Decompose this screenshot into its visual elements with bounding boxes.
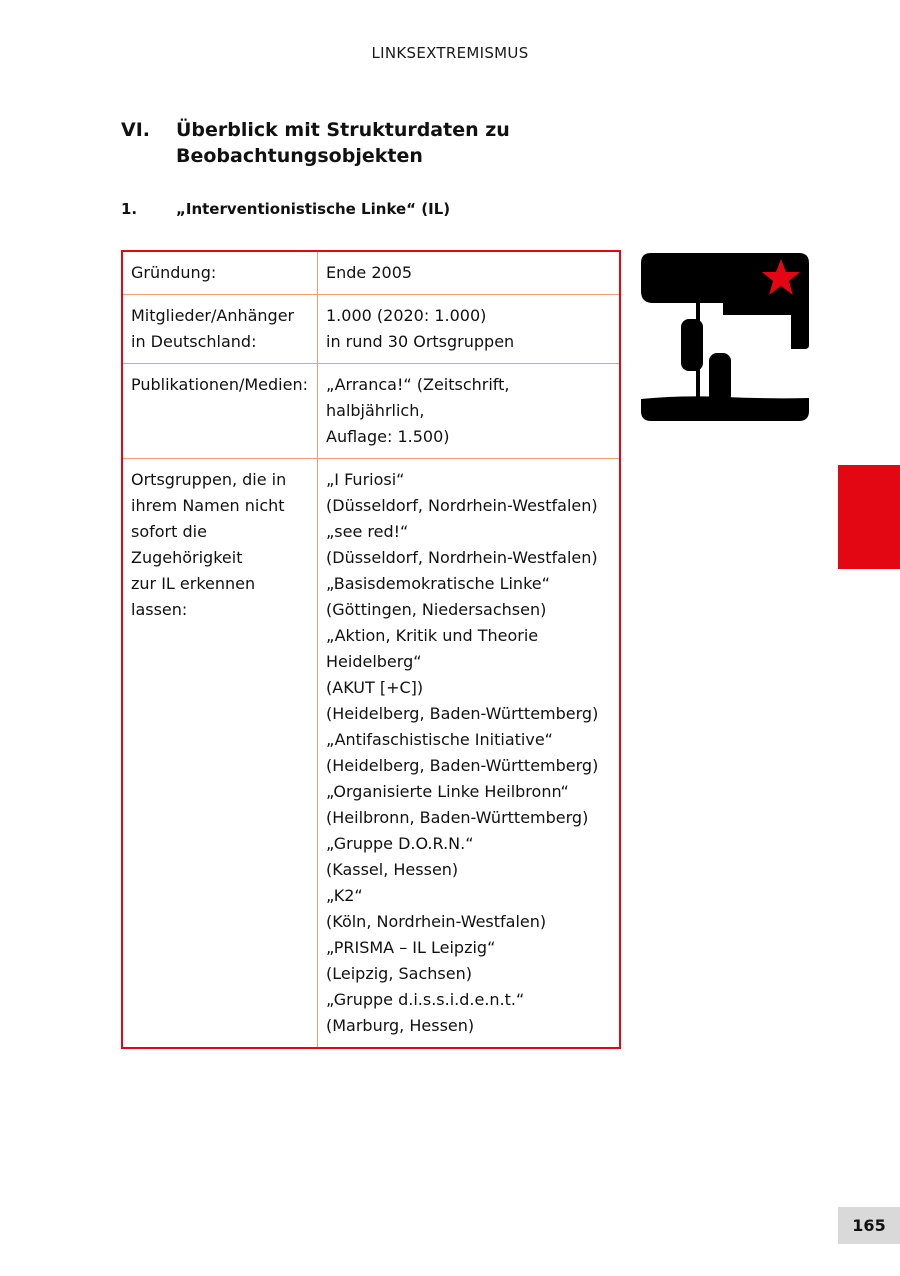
cell-text-line: (AKUT [+C]) [326, 678, 424, 697]
table-row [123, 364, 619, 459]
cell-text-line: Publikationen/Medien: [131, 375, 308, 394]
cell-text-line: „I Furiosi“ [326, 470, 405, 489]
cell-text-line: ihrem Namen nicht [131, 496, 285, 515]
chapter-number: VI. [121, 119, 150, 141]
cell-text-line: Gründung: [131, 263, 217, 282]
cell-text-line: zur IL erkennen lassen: [131, 574, 256, 619]
cell-text-line: „Gruppe d.i.s.s.i.d.e.n.t.“ [326, 990, 525, 1009]
cell-text-line: „Organisierte Linke Heilbronn“ [326, 782, 569, 801]
table-cell-value [318, 459, 620, 1048]
cell-text-line: (Heilbronn, Baden-Württemberg) [326, 808, 589, 827]
table-cell-label [123, 364, 318, 459]
table-cell-value [318, 295, 620, 364]
cell-text-line: Auflage: 1.500) [326, 427, 450, 446]
structure-data-table [121, 250, 621, 1049]
cell-text-line: „Gruppe D.O.R.N.“ [326, 834, 474, 853]
cell-text-line: „see red!“ [326, 522, 409, 541]
chapter-heading [121, 117, 641, 169]
cell-text-line: (Heidelberg, Baden-Württemberg) [326, 704, 599, 723]
cell-text-line: 1.000 (2020: 1.000) [326, 306, 487, 325]
cell-text-line: in Deutschland: [131, 332, 257, 351]
cell-text-line: (Köln, Nordrhein-Westfalen) [326, 912, 547, 931]
cell-text-line: „K2“ [326, 886, 363, 905]
chapter-title-line-1: Überblick mit Strukturdaten zu [176, 119, 510, 141]
table-cell-value [318, 252, 620, 295]
cell-text-line: sofort die Zugehörigkeit [131, 522, 243, 567]
table-body [123, 252, 619, 1047]
table-cell-label [123, 252, 318, 295]
table-cell-value [318, 364, 620, 459]
cell-text-line: Mitglieder/Anhänger [131, 306, 295, 325]
cell-text-line: (Leipzig, Sachsen) [326, 964, 472, 983]
cell-text-line: (Heidelberg, Baden-Württemberg) [326, 756, 599, 775]
running-head: LINKSEXTREMISMUS [371, 44, 529, 62]
chapter-title-line-2: Beobachtungsobjekten [176, 145, 423, 167]
table-cell-label [123, 295, 318, 364]
cell-text-line: „Antifaschistische Initiative“ [326, 730, 553, 749]
cell-text-line: (Kassel, Hessen) [326, 860, 459, 879]
cell-text-line: „PRISMA – IL Leipzig“ [326, 938, 496, 957]
section-title: „Interventionistische Linke“ (IL) [176, 200, 451, 218]
table-row [123, 295, 619, 364]
cell-text-line: „Aktion, Kritik und Theorie Heidelberg“ [326, 626, 539, 671]
cell-text-line: (Düsseldorf, Nordrhein-Westfalen) [326, 496, 598, 515]
cell-text-line: (Göttingen, Niedersachsen) [326, 600, 547, 619]
table-cell-label [123, 459, 318, 1048]
section-heading [121, 198, 641, 220]
page-number: 165 [838, 1207, 900, 1244]
section-number: 1. [121, 200, 138, 218]
cell-text-line: Ende 2005 [326, 263, 413, 282]
il-logo-icon [641, 253, 809, 421]
cell-text-line: „Arranca!“ (Zeitschrift, halbjährlich, [326, 375, 510, 420]
cell-text-line: „Basisdemokratische Linke“ [326, 574, 550, 593]
cell-text-line: (Marburg, Hessen) [326, 1016, 475, 1035]
table-row [123, 459, 619, 1048]
table-row [123, 252, 619, 295]
cell-text-line: Ortsgruppen, die in [131, 470, 287, 489]
cell-text-line: (Düsseldorf, Nordrhein-Westfalen) [326, 548, 598, 567]
cell-text-line: in rund 30 Ortsgruppen [326, 332, 515, 351]
chapter-side-tab [838, 465, 900, 569]
